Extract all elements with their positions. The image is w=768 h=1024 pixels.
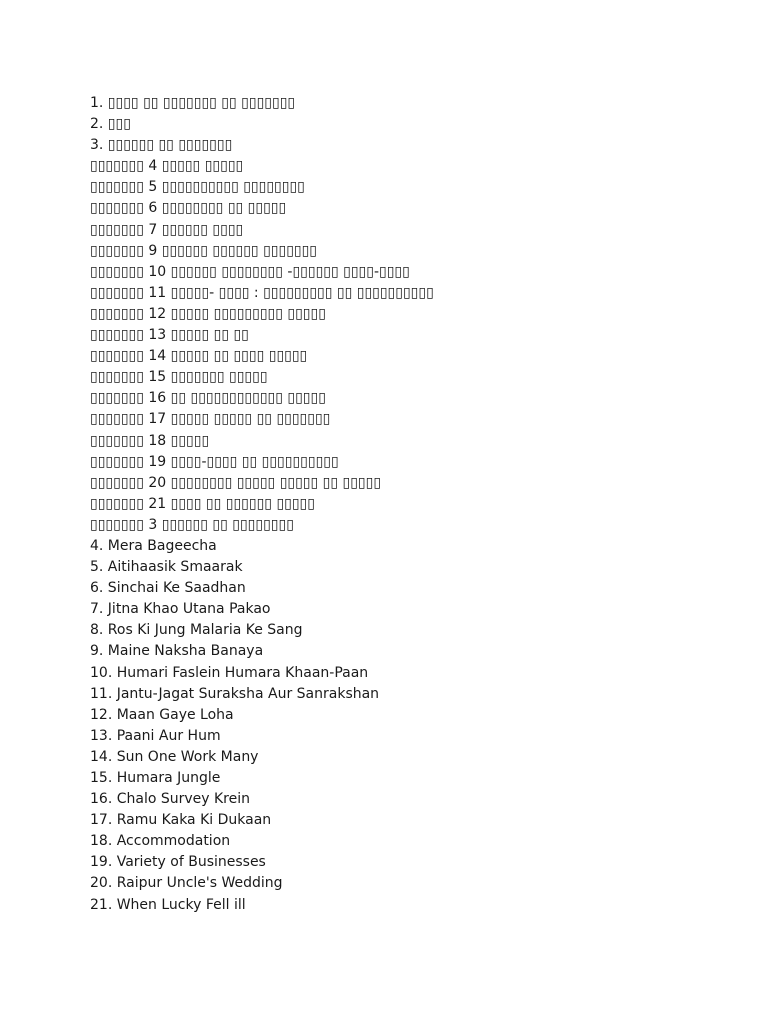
chapter-line: 11. Jantu-Jagat Suraksha Aur Sanrakshan bbox=[90, 685, 380, 702]
chapter-line: 1. ▯▯▯▯ ▯▯ ▯▯▯▯▯▯▯ ▯▯ ▯▯▯▯▯▯▯ bbox=[90, 95, 296, 111]
chapter-line: ▯▯▯▯▯▯▯ 16 ▯▯ ▯▯▯▯▯▯▯▯▯▯▯▯ ▯▯▯▯▯ bbox=[90, 390, 326, 407]
chapter-line: 12. Maan Gaye Loha bbox=[90, 706, 234, 723]
chapter-line: ▯▯▯▯▯▯▯ 9 ▯▯▯▯▯▯ ▯▯▯▯▯▯ ▯▯▯▯▯▯▯ bbox=[90, 242, 318, 259]
chapter-line: ▯▯▯▯▯▯▯ 7 ▯▯▯▯▯▯ ▯▯▯▯ bbox=[90, 221, 244, 238]
chapter-line: 18. Accommodation bbox=[90, 833, 231, 850]
chapter-line: ▯▯▯▯▯▯▯ 18 ▯▯▯▯▯ bbox=[90, 432, 210, 449]
chapter-list bbox=[90, 93, 434, 916]
chapter-line: ▯▯▯▯▯▯▯ 13 ▯▯▯▯▯ ▯▯ ▯▯ bbox=[90, 327, 249, 344]
chapter-line: ▯▯▯▯▯▯▯ 12 ▯▯▯▯▯ ▯▯▯▯▯▯▯▯▯ ▯▯▯▯▯ bbox=[90, 305, 326, 322]
chapter-line: ▯▯▯▯▯▯▯ 20 ▯▯▯▯▯▯▯▯ ▯▯▯▯▯ ▯▯▯▯▯ ▯▯ ▯▯▯▯▯ bbox=[90, 474, 382, 491]
chapter-line: ▯▯▯▯▯▯▯ 5 ▯▯▯▯▯▯▯▯▯▯ ▯▯▯▯▯▯▯▯ bbox=[90, 179, 305, 196]
chapter-line: 3. ▯▯▯▯▯▯ ▯▯ ▯▯▯▯▯▯▯ bbox=[90, 137, 233, 154]
chapter-line: ▯▯▯▯▯▯▯ 4 ▯▯▯▯▯ ▯▯▯▯▯ bbox=[90, 158, 244, 175]
chapter-line: ▯▯▯▯▯▯▯ 15 ▯▯▯▯▯▯▯ ▯▯▯▯▯ bbox=[90, 369, 268, 386]
chapter-line: 9. Maine Naksha Banaya bbox=[90, 643, 264, 660]
chapter-line: ▯▯▯▯▯▯▯ 6 ▯▯▯▯▯▯▯▯ ▯▯ ▯▯▯▯▯ bbox=[90, 200, 287, 217]
chapter-line: 10. Humari Faslein Humara Khaan-Paan bbox=[90, 664, 369, 681]
chapter-line: 21. When Lucky Fell ill bbox=[90, 896, 246, 913]
chapter-line: ▯▯▯▯▯▯▯ 21 ▯▯▯▯ ▯▯ ▯▯▯▯▯▯ ▯▯▯▯▯ bbox=[90, 495, 315, 512]
chapter-line: 13. Paani Aur Hum bbox=[90, 727, 221, 744]
chapter-line: 5. Aitihaasik Smaarak bbox=[90, 559, 243, 576]
chapter-line: 15. Humara Jungle bbox=[90, 770, 221, 786]
chapter-line: 16. Chalo Survey Krein bbox=[90, 791, 251, 808]
chapter-line: 2. ▯▯▯ bbox=[90, 116, 131, 133]
chapter-line: ▯▯▯▯▯▯▯ 10 ▯▯▯▯▯▯ ▯▯▯▯▯▯▯▯ -▯▯▯▯▯▯ ▯▯▯▯-▯▯▯▯ bbox=[90, 263, 410, 280]
chapter-line: ▯▯▯▯▯▯▯ 3 ▯▯▯▯▯▯ ▯▯ ▯▯▯▯▯▯▯▯ bbox=[90, 516, 294, 533]
chapter-line: 7. Jitna Khao Utana Pakao bbox=[90, 601, 271, 618]
chapter-line: 17. Ramu Kaka Ki Dukaan bbox=[90, 812, 272, 829]
chapter-line: 20. Raipur Uncle's Wedding bbox=[90, 875, 283, 892]
chapter-line: 14. Sun One Work Many bbox=[90, 748, 259, 765]
chapter-line: 19. Variety of Businesses bbox=[90, 854, 266, 871]
chapter-line: ▯▯▯▯▯▯▯ 17 ▯▯▯▯▯ ▯▯▯▯▯ ▯▯ ▯▯▯▯▯▯▯ bbox=[90, 411, 331, 428]
chapter-line: 4. Mera Bageecha bbox=[90, 537, 217, 554]
chapter-line: ▯▯▯▯▯▯▯ 14 ▯▯▯▯▯ ▯▯ ▯▯▯▯ ▯▯▯▯▯ bbox=[90, 348, 308, 365]
chapter-line: ▯▯▯▯▯▯▯ 11 ▯▯▯▯▯- ▯▯▯▯ : ▯▯▯▯▯▯▯▯▯ ▯▯ ▯▯▯▯▯▯▯▯▯▯ bbox=[90, 284, 434, 301]
chapter-line: ▯▯▯▯▯▯▯ 19 ▯▯▯▯-▯▯▯▯ ▯▯ ▯▯▯▯▯▯▯▯▯▯ bbox=[90, 453, 339, 470]
chapter-line: 8. Ros Ki Jung Malaria Ke Sang bbox=[90, 622, 303, 639]
chapter-line: 6. Sinchai Ke Saadhan bbox=[90, 580, 246, 597]
